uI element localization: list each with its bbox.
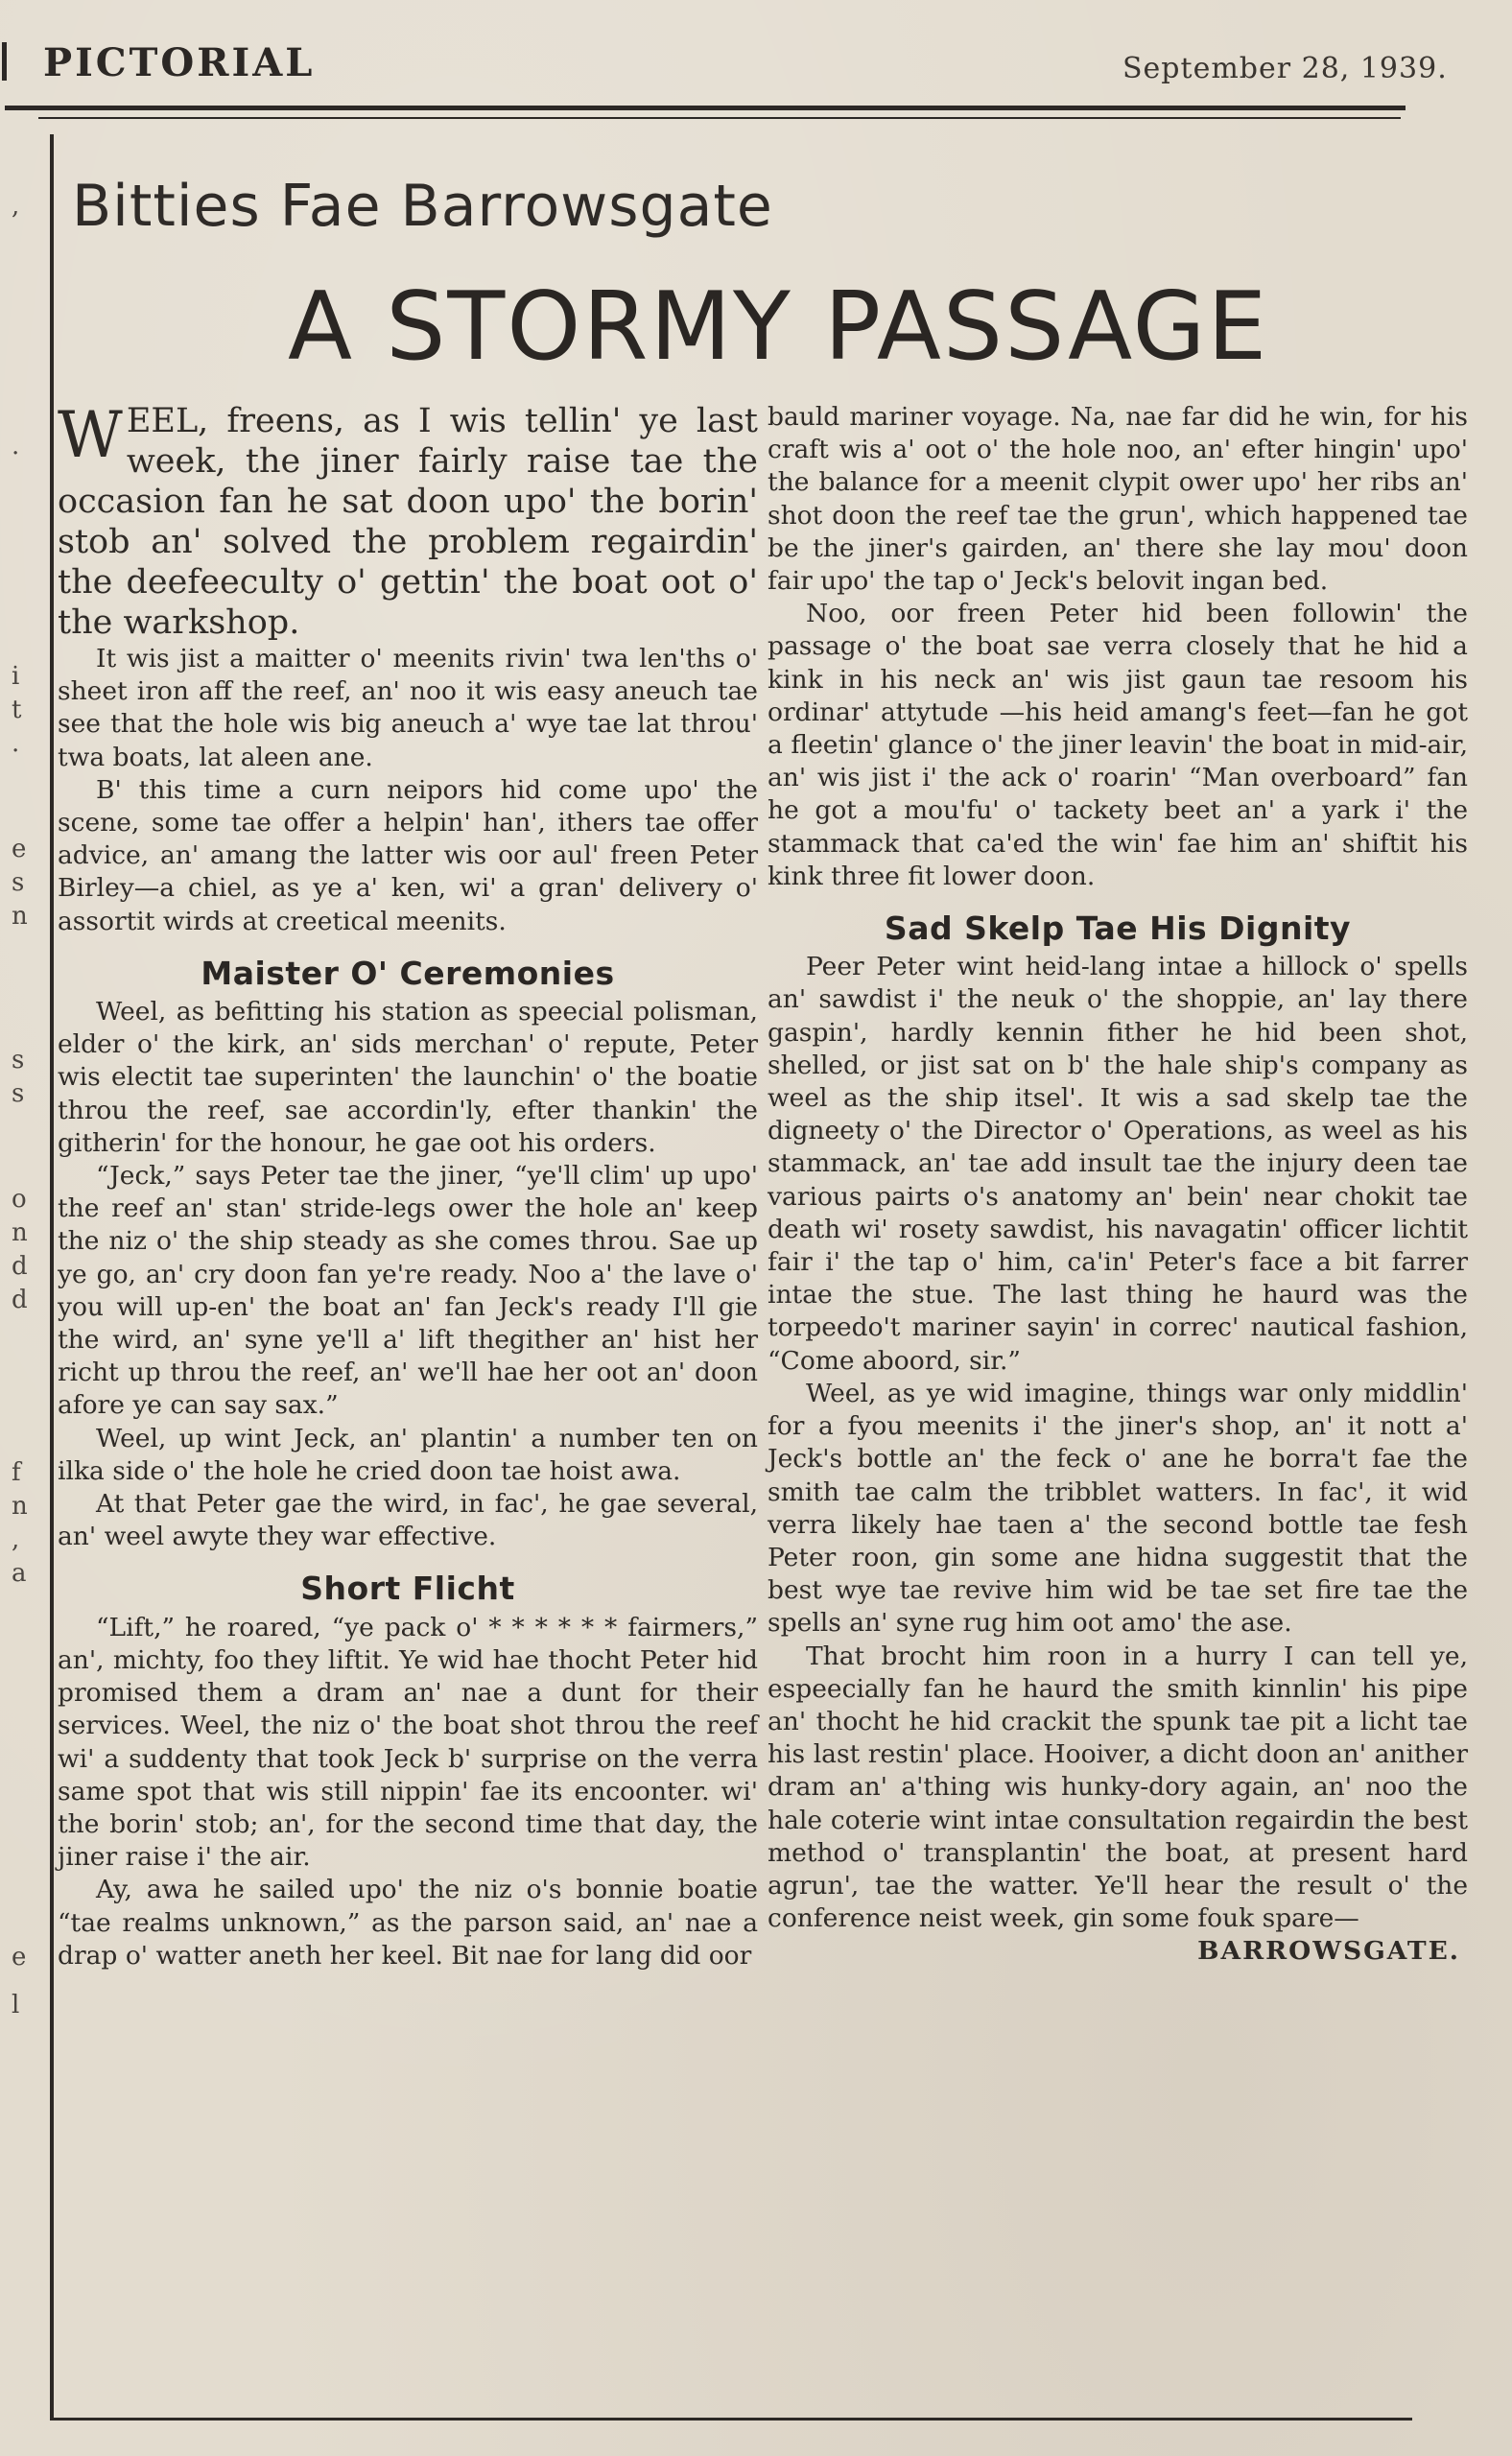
fragment: .: [12, 729, 20, 758]
fragment: .: [12, 432, 20, 460]
masthead-rule-thin: [38, 117, 1401, 119]
fragment: ,: [12, 192, 20, 221]
lead-text: EEL, freens, as I wis tellin' ye last week, the jiner fairly raise tae the occasion fan he sat doon upo' the borin' stob an' solved the problem regairdin' the deefeeculty o' gettin' the boat oot o' the warkshop.: [58, 402, 758, 642]
fragment: l: [12, 1991, 20, 2019]
paragraph: Ay, awa he sailed upo' the niz o's bonnie boatie “tae realms unknown,” as the parson said, an' nae a drap o' watter aneth her keel. Bit nae for lang did oor: [58, 1875, 758, 1971]
bottom-rule: [50, 2418, 1412, 2421]
subheading: Maister O' Ceremonies: [201, 954, 615, 992]
drop-cap: W: [58, 398, 123, 472]
fragment: e: [12, 835, 27, 863]
subheading: Short Flicht: [300, 1570, 515, 1608]
article-column-left: [58, 398, 758, 1972]
fragment: s: [12, 868, 25, 897]
clipping-edge-mark: [2, 42, 7, 81]
paragraph: Weel, as ye wid imagine, things war only middlin' for a fyou meenits i' the jiner's shop, an' it nott a' Jeck's bottle an' the feck o' ane he borra't fae the smith tae calm the tribblet watters. In fac', it wid verra likely hae taen a' the second bottle tae fesh Peter roon, gin some ane hidna suggestit that the best wye tae revive him wid be tae set fire tae the spells an' syne rug him oot amo' the ase.: [768, 1378, 1468, 1639]
subheading: Sad Skelp Tae His Dignity: [884, 909, 1352, 948]
fragment: s: [12, 1079, 25, 1108]
paragraph: At that Peter gae the wird, in fac', he gae several, an' weel awyte they war effective.: [58, 1489, 758, 1552]
publication-date: September 28, 1939.: [1122, 52, 1448, 85]
fragment: d: [12, 1286, 28, 1314]
masthead-rule: [5, 106, 1406, 110]
fragment: s: [12, 1046, 25, 1074]
paragraph: It wis jist a maitter o' meenits rivin' twa len'ths o' sheet iron aff the reef, an' noo it wis easy aneuch tae see that the hole wis big aneuch a' wye tae lat throu' twa boats, lat aleen ane.: [58, 644, 758, 772]
fragment: n: [12, 1492, 28, 1521]
fragment: n: [12, 1218, 28, 1247]
fragment: t: [12, 696, 22, 724]
headline: A STORMY PASSAGE: [288, 272, 1269, 382]
fragment: a: [12, 1559, 27, 1588]
fragment: o: [12, 1185, 27, 1214]
fragment: n: [12, 902, 28, 931]
fragment: e: [12, 1943, 27, 1972]
fragment: f: [12, 1458, 21, 1487]
author-signature: BARROWSGATE.: [1197, 1936, 1460, 1967]
paragraph: “Jeck,” says Peter tae the jiner, “ye'll clim' up upo' the reef an' stan' stride-legs ower the hole an' keep the niz o' the ship steady as she comes throu. Sae up ye go, an' cry doon fan ye're ready. Noo a' the lave o' you will up-en' the boat an' fan Jeck's ready I'll gie the wird, an' syne ye'll a' lift thegither an' hist her richt up throu the reef, an' we'll hae her oot an' doon afore ye can say sax.”: [58, 1161, 758, 1421]
paragraph: bauld mariner voyage. Na, nae far did he win, for his craft wis a' oot o' the hole noo, an' efter hingin' upo' the balance for a meenit clypit ower upo' her ribs an' shot doon the reef tae the grun', which happened tae be the jiner's gairden, an' there she lay mou' doon fair upo' the tap o' Jeck's belovit ingan bed.: [768, 402, 1468, 597]
paragraph: Weel, up wint Jeck, an' plantin' a number ten on ilka side o' the hole he cried doon tae hoist awa.: [58, 1423, 758, 1486]
publication-name: PICTORIAL: [43, 40, 316, 85]
paragraph: B' this time a curn neipors hid come upo' the scene, some tae offer a helpin' han', ithers tae offer advice, an' amang the latter wis oor aul' freen Peter Birley—a chiel, as ye a' ken, wi' a gran' delivery o' assortit wirds at creetical meenits.: [58, 774, 758, 936]
closing-text: That brocht him roon in a hurry I can tell ye, espeecially fan he haurd the smith kinnlin' his pipe an' thocht he hid crackit the spunk tae pit a licht tae his last restin' place. Hooiver, a dicht doon an' anither dram an' a'thing wis hunky-dory again, an' noo the hale coterie wint intae consultation regairdin the best method o' transplantin' the boat, at present hard agrun', tae the watter. Ye'll hear the result o' the conference neist week, gin some fouk spare—: [768, 1641, 1468, 1934]
fragment: i: [12, 662, 20, 691]
fragment: d: [12, 1252, 28, 1281]
fragment: ,: [12, 1525, 20, 1554]
paragraph: Peer Peter wint heid-lang intae a hillock o' spells an' sawdist i' the neuk o' the shoppie, an' lay there gaspin', hardly kennin fither he hid been shot, shelled, or jist sat on b' the hale ship's company as weel as the ship itsel'. It wis a sad skelp tae the digneety o' the Director o' Operations, as weel as his stammack, an' tae add insult tae the injury deen tae various pairts o's anatomy an' bein' near chokit tae death wi' rosety sawdist, his navagatin' officer lichtit fair i' the tap o' him, ca'in' Peter's face a bit farrer intae the stue. The last thing he haurd was the torpeedo't mariner sayin' in correc' nautical fashion, “Come aboord, sir.”: [768, 952, 1468, 1376]
series-title: Bitties Fae Barrowsgate: [72, 173, 773, 240]
paragraph: “Lift,” he roared, “ye pack o' * * * * * * fairmers,” an', michty, foo they liftit. Ye wid hae thocht Peter hid promised them a dram an' nae a dunt for their services. Weel, the niz o' the boat shot throu the reef wi' a suddenty that took Jeck b' surprise on the verra same spot that wis still nippin' fae its encoonter. wi' the borin' stob; an', for the second time that day, the jiner raise i' the air.: [58, 1612, 758, 1873]
paragraph: Noo, oor freen Peter hid been followin' the passage o' the boat sae verra closely that he hid a kink in his neck an' wis jist gaun tae resoom his ordinar' attytude —his heid amang's feet—fan he got a fleetin' glance o' the jiner leavin' the boat in mid-air, an' wis jist i' the ack o' roarin' “Man overboard” fan he got a mou'fu' o' tackety beet an' a yark i' the stammack that ca'ed the win' fae him an' shiftit his kink three fit lower doon.: [768, 599, 1468, 891]
article-column-right: [768, 401, 1468, 1969]
lead-paragraph: [58, 398, 758, 643]
column-rule-left: [50, 134, 54, 2418]
paragraph: Weel, as befitting his station as speecial polisman, elder o' the kirk, an' sids merchan' o' repute, Peter wis electit tae superinten' the launchin' o' the boatie throu the reef, sae accordin'ly, efter thankin' the githerin' for the honour, he gae oot his orders.: [58, 997, 758, 1158]
paragraph: [768, 1641, 1468, 1967]
